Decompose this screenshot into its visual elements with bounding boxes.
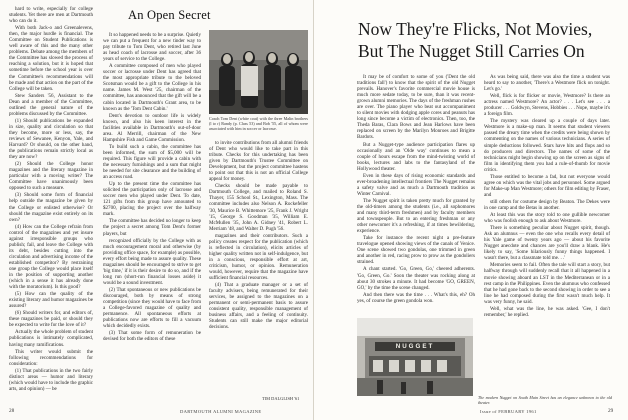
issue-footer: Issue of FEBRUARY 1961: [480, 409, 537, 414]
coach-photo: [209, 30, 308, 114]
nugget-photo-caption: The modern Nugget on South Main Street has an elegance unknown to the old theater.: [478, 395, 612, 405]
paragraph: (1) Should publications be expanded in size, quality and circulation so that they become, more or less, say, the reviews of Sewanee, Kenyon, Yale, and Harvard? Or should, on the other hand, the publications remain strictly local as they are now?: [9, 117, 93, 161]
paragraph: hard to write, especially for college students. Yet there are men at Dartmouth who can do it.: [9, 6, 93, 25]
paragraph: And then there was the time . . . What's this, eh? Oh yes, of course the green gondola won.: [357, 291, 475, 304]
paragraph: (4) How can the College refrain from control of the magazines and yet insure against irresponsible groups who publish; fail, and leave the College with its debt, besides cutting into the circulation and advertising income of the established competitor? By restraining one group the College would place itself in the position of supporting another (which in a sense it has already done with the moratorium). Is this good?: [9, 223, 93, 291]
paragraph: Dent's devotion to outdoor life is widely known, and also his keen interest in the facilities available in Dartmouth's out-of-door area. Al Merrill, chairman of the New Hampshire Fish and Game Commission.: [103, 112, 201, 143]
paragraph: It may be of comfort to some of you ('Dent the old traditions fall') to know that the spirit of the old Nugget prevails. Hanover's favorite commercial movie house is much more sedate today, to be sure, than it was recent-grown alumni memories. The days of the freshman rushes are over. The piano player who beat out accompaniment to silent movies with dodging apple cores and peanuts has long since become a victim of electronics. Then, too, the Theda Baras, Clara Bows and Jean Harlows have been replaced on screen by the Marilyn Monroes and Brigitte Bardots.: [357, 74, 475, 141]
paragraph: It so happened needs to be a surprise. Quietly we can put a frequent for a new tinder way to pay tribute to Tom Dent, who retired last June as head coach of lacrosse and soccer, after 36 years of service to the College.: [103, 32, 201, 63]
page-number-left: 28: [9, 408, 15, 414]
paragraph: Checks should be made payable to Dartmouth College, and mailed to Roland S. Thayer, 155 School St., Lexington, Mass. The committee includes also Nelson A. Rockefeller '30, Maurice B. Whittemore '25, Frank J. Wright '15, George S. Goodman '35, William E. McMullen '35, John A. Gidney '41, Robert L. Merriam '48, and Walter D. Pugh '56.: [209, 183, 308, 232]
paragraph: (3) Should some form of financial help outside the magazine be given by the College or enlisted otherwise? Or should the magazine exist entirely on its own?: [9, 192, 93, 223]
paragraph: still others for costume design by Beaton. The Dekes were in one camp and the Betas in another.: [484, 198, 610, 211]
right-column-2: [484, 74, 610, 319]
paragraph: (3) That some form of remuneration be devised for both the editors of these: [103, 330, 201, 343]
right-column-1: [357, 74, 475, 305]
paragraph: The mystery was cleared up a couple of days later. Westmore is a make-up man. It seems that student viewers passed the dreary time when the credits were being shown by commenting on the names of various technicians. A series of simple deductions followed. Stars have hits and flops and so do producers and directors. The names of some of the technicians might begin showing up on the screen as signs of film in identifying them you had a rule-of-thumb for movie critics.: [484, 118, 610, 173]
left-column-2: [103, 32, 201, 343]
paragraph: Actually the whole problem of student publications is intimately complicated, having many ramifications.: [9, 329, 93, 348]
paragraph: recognized officially by the College with as much encouragement moral and otherwise (by providing office space, for example) as possible, every effort being made to assure quality. These magazines should be encouraged to strive to get 'big time,' if it is their desire to do so, and if the long run (short-run financial losses aside) it would be a sound investment.: [103, 237, 202, 286]
coach-photo-image: [209, 30, 308, 114]
paragraph: But a Nugget-type audience participation flares up occasionally and an 'Olde way' continues to mean a couple of hours escape from the mind-twisting world of books, lectures and labs to the fantasyland of the Hollywood theater.: [357, 141, 475, 172]
paragraph: (6) Should writers for, and editors of, these magazines be paid, or should they be expected to write for the love of it?: [9, 310, 93, 329]
magazine-footer: DARTMOUTH ALUMNI MAGAZINE: [180, 409, 262, 414]
paragraph: Up to the present time the committee has solicited the participation only of lacrosse and soccer men who played under Dent. To date, 121 gifts from this group have amounted to $2700, placing the project over the halfway mark.: [103, 181, 201, 218]
paragraph: The Nugget spirit is taken pretty much for granted by the old-timers among the students (i.e., all sophomores and many third-term freshmen) and by faculty members and townspeople. But to an entering freshman or any other newcomer it's a refreshing, if at times bewildering, experience.: [357, 197, 475, 235]
paragraph: (2) That spontaneous or new publications be discouraged, both by means of strong competition (since they would have to face from a College-favored magazine of quality and permanence. All spontaneous efforts at publications now are efforts to fill a vacuum which decidedly exists.: [103, 286, 201, 330]
paragraph: Well, what was the line, he was asked. 'Gee, I don't remember,' he replied.: [484, 305, 610, 318]
paragraph: (1) That publications in the two fairly distinct areas — humor and literary (which would have to include the graphic arts, and opinion) — be: [9, 367, 93, 392]
paragraph: A committee composed of men who played soccer or lacrosse under Dent has agreed that the most appropriate tribute to the beloved Scotsman would be a gift to the College in his name. James M. West '25, chairman of the committee, has announced that the gift will be a cabin located in Dartmouth's Grant area, to be known as the 'Tom Dent Cabin.': [103, 63, 201, 112]
paragraph: This writer would submit the following recommendations for consideration:: [9, 348, 93, 367]
article-title-nugget: Now They're Flicks, Not Movies, But The Nugget Still Carries On: [358, 19, 593, 61]
marquee-sign: NUGGET: [395, 343, 435, 350]
paragraph: Well, flick is for flicker or movie, Westmore? Is there an actress named Westmore? An actor? . . . Let's see . . . a producer . . . Goldwyn, Stevens, Hobbies . . . Nope, maybe it's a foreign film.: [484, 93, 610, 118]
paragraph: A chant started. 'Go, Green, Go,' cheered adherents. 'Go, Green, Go.' Soon the theater was rocking along at about 30 strokes a minute. It had become 'GO, GREEN, GO,' by the time the scene changed.: [357, 266, 475, 291]
author-signature: TIM DALGLISH '61: [262, 396, 300, 401]
paragraph: (2) Should the College honor magazines and the literary magazine in particular with a moving writer? The Committee have unanimously been opposed to such a measure.: [9, 161, 93, 192]
paragraph: Memories seem to fail. Often the tale will start a story, but halfway through will suddenly recall that it all happened in a movie showing aboard an LST in the Mediterranean or in a rest camp in the Philippines. Even the alumnus who confessed that he had gone back to the second showing in order to see a line he had composed during the first wasn't much help. It was very funny, he said.: [484, 262, 610, 305]
paragraph: At least this was the story told to one gullible newcomer who was foolish enough to ask about Westmore.: [484, 212, 610, 225]
nugget-theater-photo: [357, 318, 473, 396]
paragraph: Those entitled to become a fad, but not everyone would agree on which was the vital jobs and personnel. Some argued for Make-up Man Westmore; others for film editing by Fraser, and: [484, 173, 610, 198]
paragraph: Stew Sanders '56, Assistant to the Dean and a member of the Committee, outlined the general nature of the problems discussed by the Committee.: [9, 92, 93, 117]
nugget-theater-image: [357, 318, 473, 396]
paragraph: Take for instance the recent night a pre-feature travelogue opened showing views of the canals of Venice. One scene showed two gondolas, one trimmed in green and another in red, racing prow to prow as the gondoliers strained.: [357, 235, 475, 266]
coach-photo-caption: Coach Tom Dent (white coat) with the three Malin brothers (l to r) Randy (p. Class 53) and Bob '55, all of whom were associated with him in soccer or lacrosse.: [209, 116, 308, 131]
paragraph: (5) How can the quality of the existing literary and humor magazines be assured?: [9, 291, 93, 310]
paragraph: To build such a cabin, the committee has been informed, the sum of $5,000 will be required. This figure will provide a cabin with the necessary furnishings and a sum that might be needed for site clearance and the building of an access road.: [103, 143, 201, 181]
paragraph: (4) That a graduate manager or a set of faculty advisers, being remunerated for their services, be assigned to the magazines on a permanent or semi-permanent basis to assure consistent quality, responsible management of business affairs, and a feeling of continuity. Students can still make the major editorial decisions.: [209, 282, 308, 331]
paragraph: magazines and their contributors. Such a policy creates respect for the publication (which is reflected in circulation), elicits articles of higher quality written not in self-indulgence, but in a conscious, responsible effort at art, criticism, humor, or opinion. Remuneration would, however, require that the magazine have sufficient financial resources.: [209, 232, 308, 282]
left-column-3: [209, 140, 308, 331]
left-column-1: [9, 6, 93, 393]
paragraph: There is something peculiar about Nugget spirit, though. Ask an alumnus — even the one who recalls every detail of his Yale game of twenty years ago — about his favorite Nugget anecdote and chances are you'll draw a blank. He's likely to say, 'Some hilariously funny things happened. I wasn't there, but a classmate told me. . .': [484, 225, 610, 262]
paragraph: Even in these days of rising economic standards and ever-broadening intellectual frontiers The Nugget remains a safety valve and as much a Dartmouth tradition as Winter Carnival.: [357, 172, 475, 197]
paragraph: to invite contributions from all alumni friends of Dent who would like to take part in this tribute. Checks for this undertaking has been given by Dartmouth's Trustee Committee on Development, but the project committee hastens to point out that this is not an official College appeal for money.: [209, 140, 308, 183]
paragraph: With both Jack-o and Greenalevens, then, the major hurdle is financial. The Committee on Student Publications is well aware of this and the many other problems. Debate among the members of the Committee has slowed the process of reaching a solution, but it is hoped that sometime before the school year is over the Committee's recommendations will be made and that action on the part of the College will be taken.: [9, 25, 93, 92]
paragraph: The committee has decided no longer to keep the project a secret among Tom Dent's former players, but: [103, 218, 201, 237]
article-headline-open-secret: An Open Secret: [128, 8, 211, 22]
page-number-right: 29: [608, 408, 614, 414]
paragraph: As was being said, there was also the time a student was heard to say to another, 'There's a Westmore flick on tonight. Let's go.': [484, 74, 610, 93]
